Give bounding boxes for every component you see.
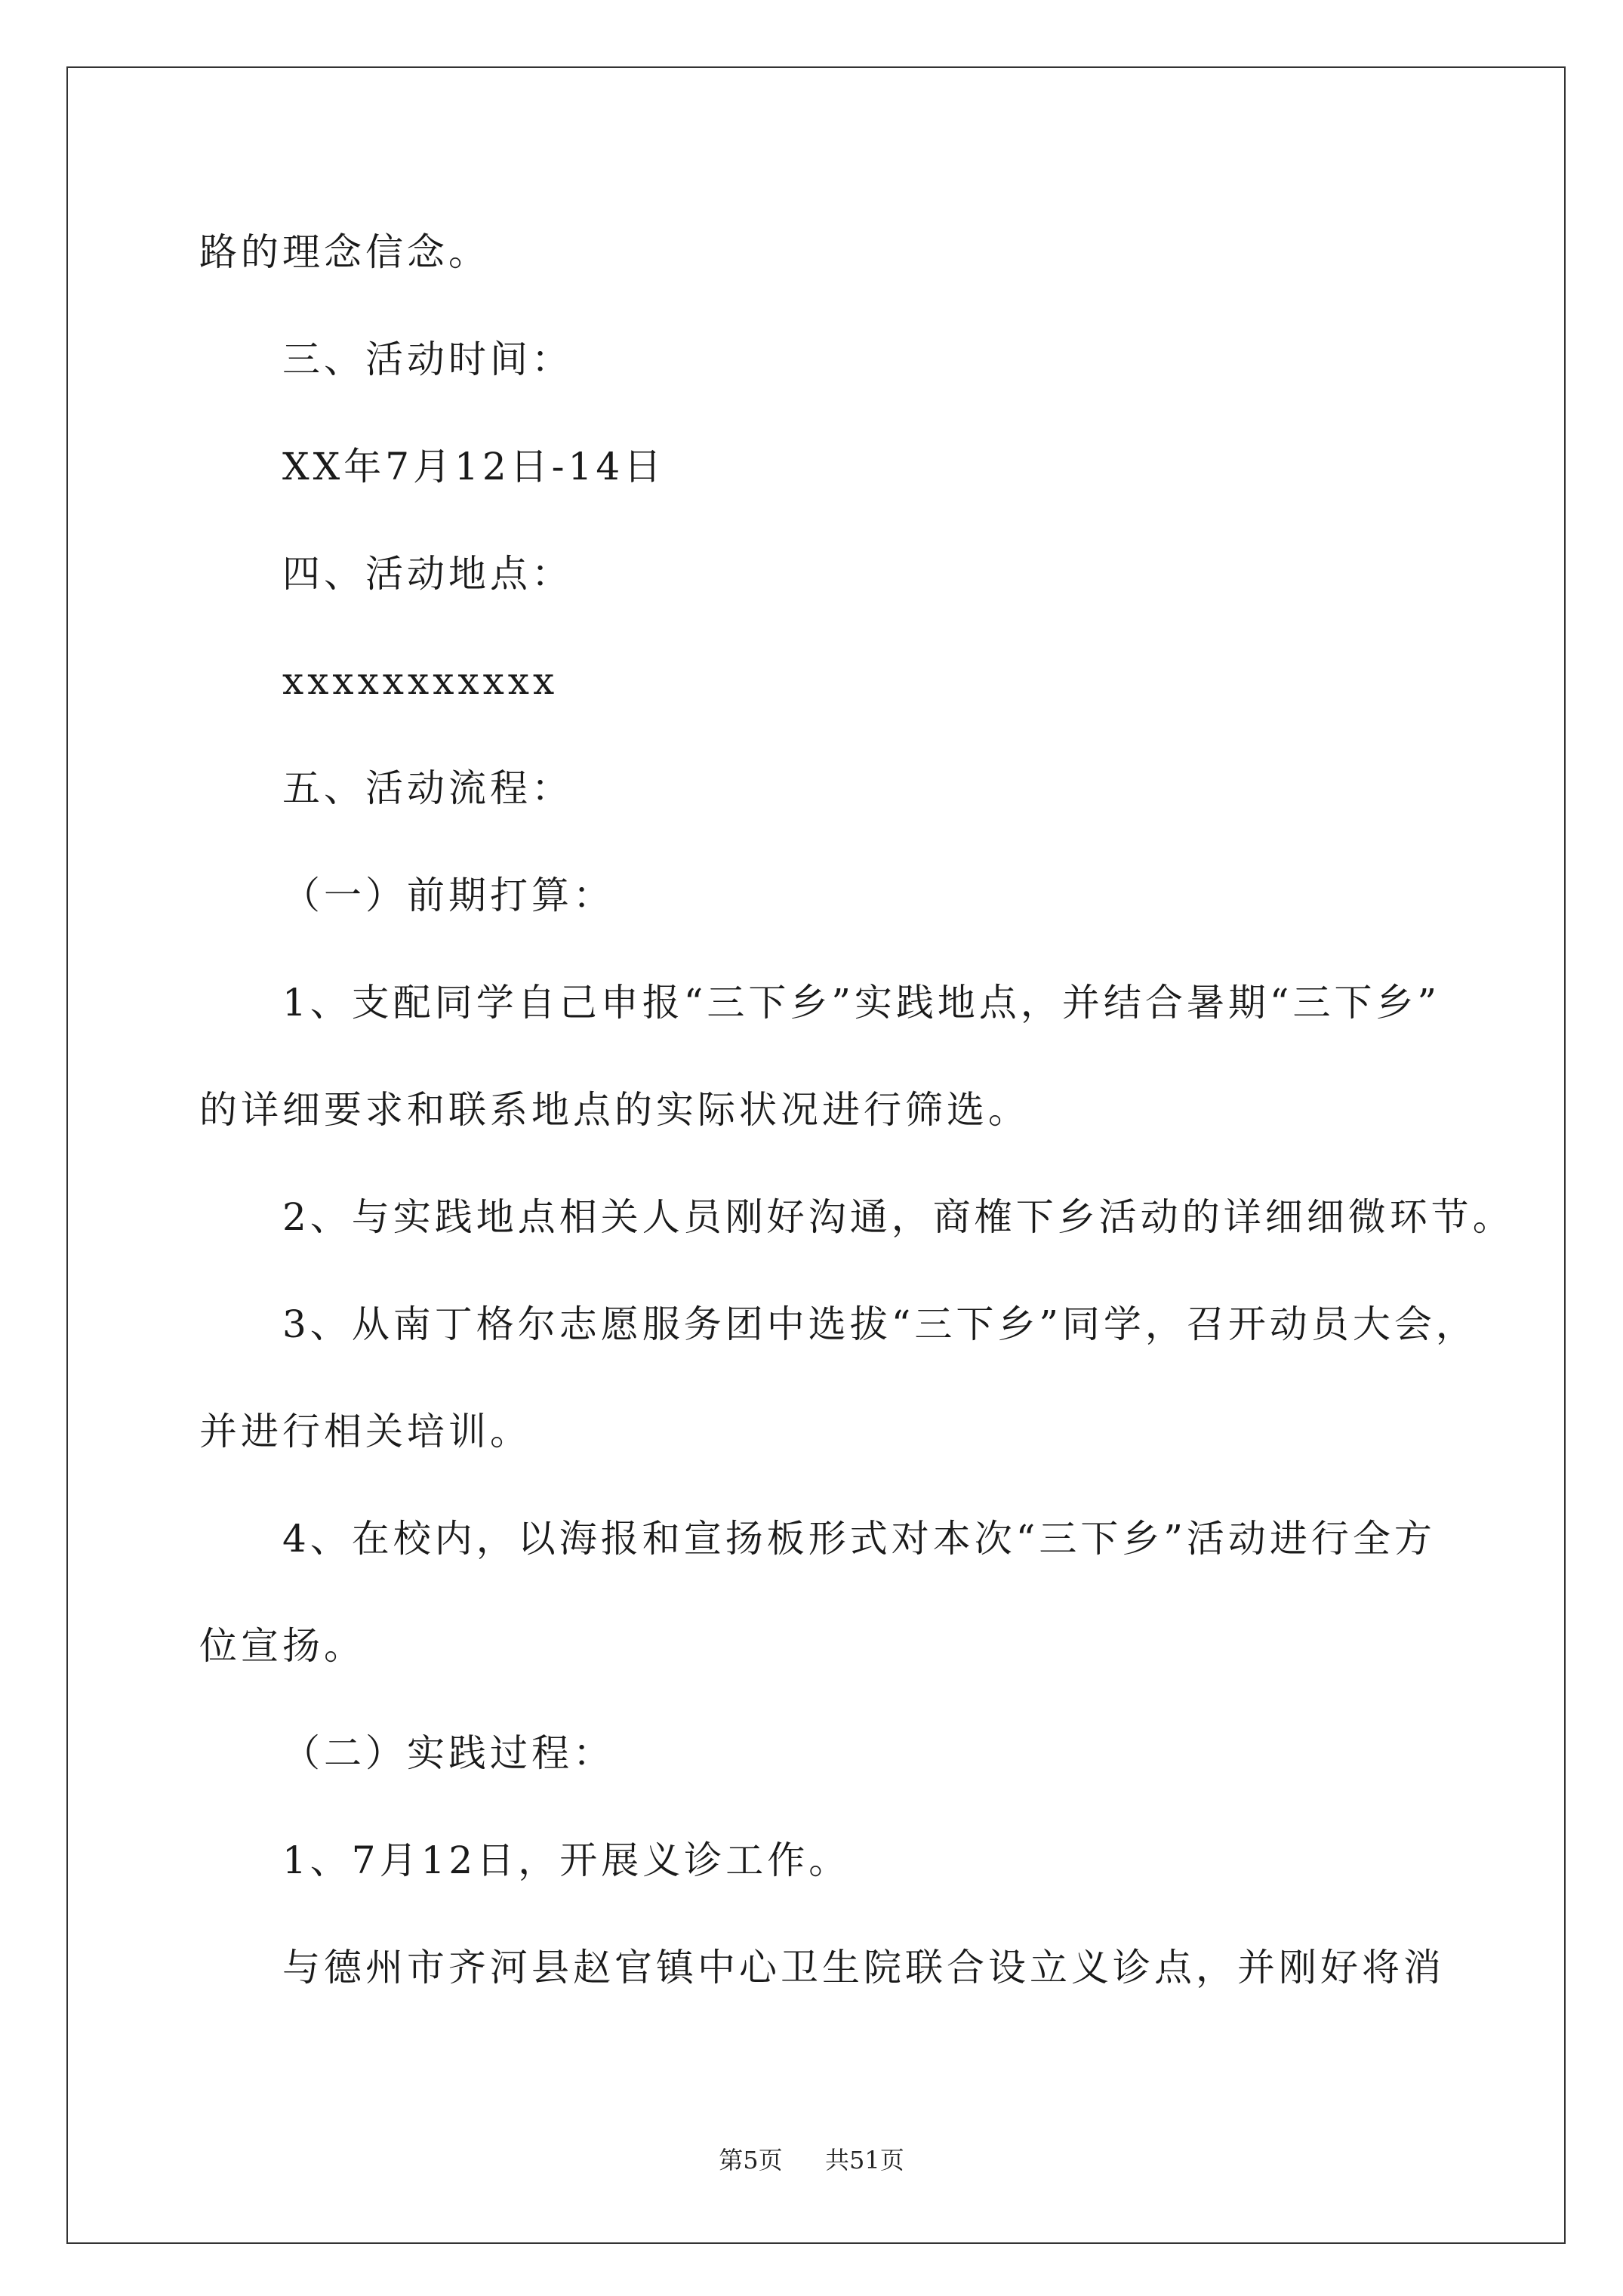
text-line: 并进行相关培训。 — [199, 1410, 531, 1453]
text-line: 3、从南丁格尔志愿服务团中选拔“三下乡”同学，召开动员大会， — [282, 1302, 1477, 1346]
text-line: （一）前期打算： — [282, 874, 614, 917]
page-total: 共51页 — [824, 2146, 904, 2174]
text-line: XX年7月12日-14日 — [282, 445, 666, 488]
document-body — [199, 219, 1514, 2042]
text-line: 1、支配同学自己申报“三下乡”实践地点，并结合暑期“三下乡” — [282, 981, 1441, 1025]
text-line: 四、活动地点： — [282, 552, 573, 596]
text-line: 位宣扬。 — [199, 1624, 365, 1668]
text-line: 三、活动时间： — [282, 337, 573, 381]
text-line: 2、与实践地点相关人员刚好沟通，商榷下乡活动的详细细微环节。 — [282, 1195, 1514, 1239]
text-line: 路的理念信念。 — [199, 230, 490, 274]
text-line: 的详细要求和联系地点的实际状况进行筛选。 — [199, 1088, 1030, 1132]
text-line: 1、7月12日，开展义诊工作。 — [282, 1838, 851, 1882]
text-line: （二）实践过程： — [282, 1731, 614, 1775]
page-footer — [0, 2141, 1623, 2176]
text-line: xxxxxxxxxxx — [282, 659, 559, 703]
page-number: 第5页 — [719, 2146, 783, 2174]
text-line: 五、活动流程： — [282, 766, 573, 810]
text-line: 与德州市齐河县赵官镇中心卫生院联合设立义诊点，并刚好将消 — [282, 1946, 1445, 1989]
text-line: 4、在校内，以海报和宣扬板形式对本次“三下乡”活动进行全方 — [282, 1517, 1436, 1561]
